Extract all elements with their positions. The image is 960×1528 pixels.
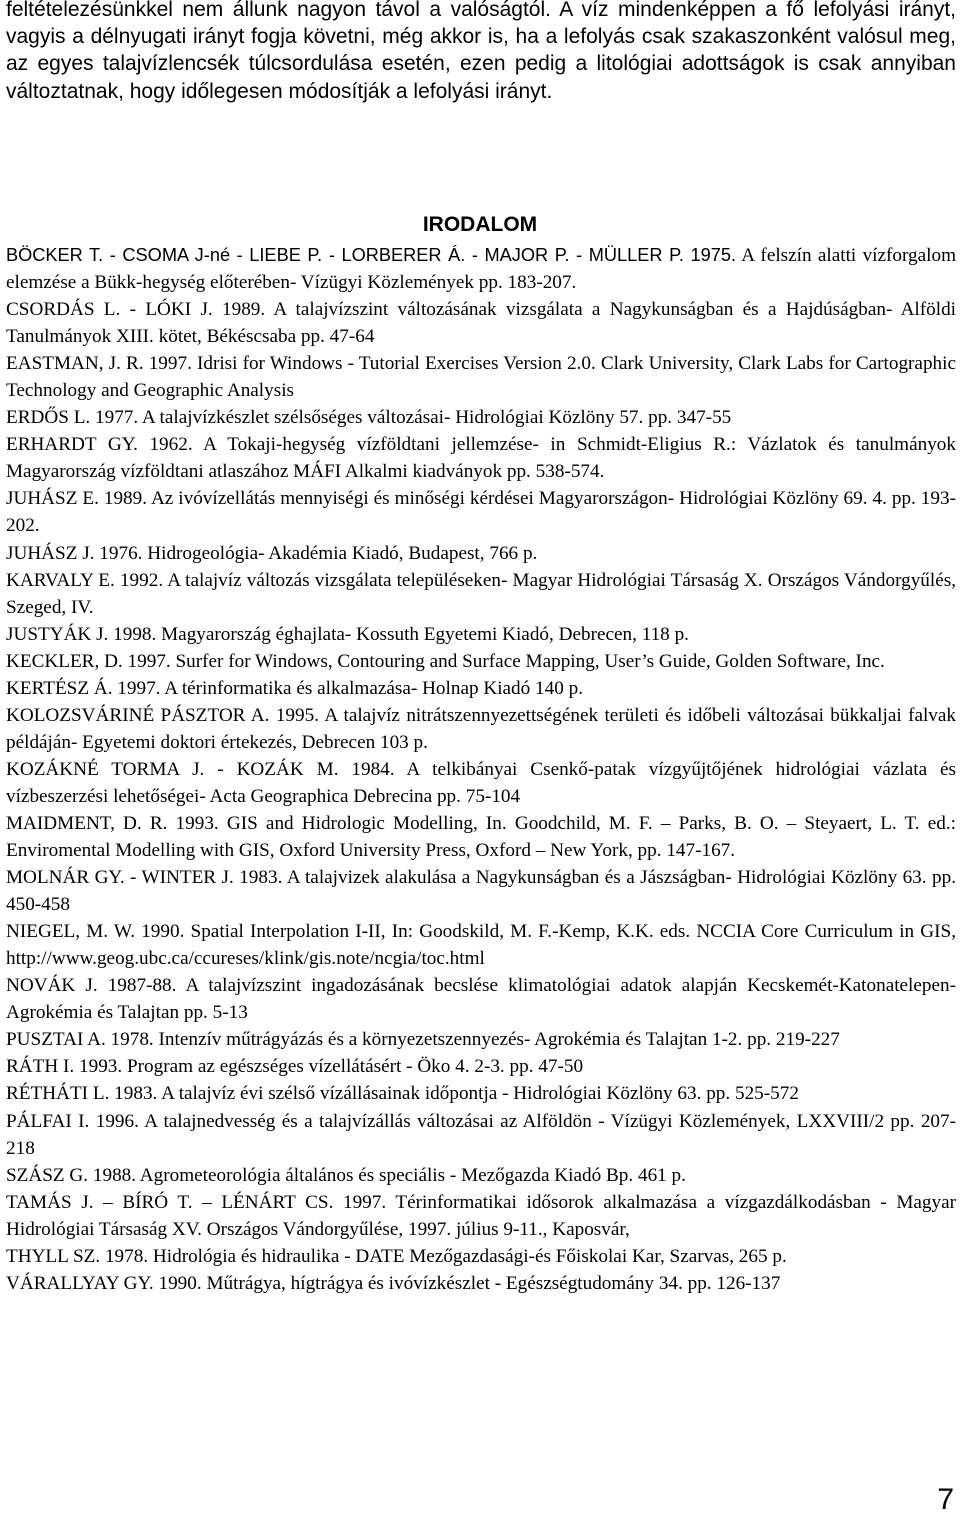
reference-item xyxy=(6,485,956,539)
reference-title: A talajvíz nitrátszennyezettségének területi és időbeli változásai bükkaljai falvak példáján- Egyetemi doktori értekezés, Debrecen 103 p. xyxy=(6,704,957,753)
reference-item xyxy=(6,404,956,431)
reference-title: Agrometeorológia általános és speciális - Mezőgazda Kiadó Bp. 461 p. xyxy=(136,1164,686,1186)
reference-authors: JUHÁSZ E. 1989. xyxy=(6,488,148,510)
reference-title: Térinformatikai idősorok alkalmazása a vízgazdálkodásban - Magyar Hidrológiai Társaság XV. Országos Vándorgyűlése, 1997. július 9-11., Kaposvár, xyxy=(6,1191,956,1240)
reference-authors: TAMÁS J. – BÍRÓ T. – LÉNÁRT CS. 1997. xyxy=(6,1191,387,1213)
reference-title: A talajvízszint változásának vizsgálata a Nagykunságban és a Hajdúságban- Alföldi Tanulmányok XIII. kötet, Békéscsaba pp. 47-64 xyxy=(6,299,956,348)
reference-item xyxy=(6,702,956,756)
reference-item xyxy=(6,756,956,810)
reference-authors: KOLOZSVÁRINÉ PÁSZTOR A. 1995. xyxy=(6,704,319,726)
reference-title: A felszín alatti vízforgalom elemzése a Bükk-hegység előterében- Vízügyi Közlemények pp. 183-207. xyxy=(6,245,956,294)
reference-authors: RÉTHÁTI L. 1983. xyxy=(6,1083,158,1105)
reference-authors: KERTÉSZ Á. 1997. xyxy=(6,677,161,699)
reference-item xyxy=(6,1189,956,1243)
reference-title: A talajvízkészlet szélsőséges változásai- Hidrológiai Közlöny 57. pp. 347-55 xyxy=(138,407,732,429)
reference-item xyxy=(6,864,956,918)
reference-title: A talajnedvesség és a talajvízállás változásai az Alföldön - Vízügyi Közlemények, LXXVIII/2 pp. 207-218 xyxy=(6,1110,956,1159)
reference-item xyxy=(6,1162,956,1189)
reference-authors: THYLL SZ. 1978. xyxy=(6,1245,149,1267)
reference-item xyxy=(6,1270,956,1297)
reference-authors: JUHÁSZ J. 1976. xyxy=(6,542,143,564)
reference-authors: NOVÁK J. 1987-88. xyxy=(6,975,177,997)
section-heading: IRODALOM xyxy=(422,213,538,236)
reference-title: A térinformatika és alkalmazása- Holnap Kiadó 140 p. xyxy=(160,677,584,699)
reference-item xyxy=(6,1053,956,1080)
reference-authors: ERDŐS L. 1977. xyxy=(6,407,139,429)
reference-item xyxy=(6,1026,956,1053)
reference-title: Program az egészséges vízellátásért - Öko 4. 2-3. pp. 47-50 xyxy=(122,1056,584,1078)
reference-item xyxy=(6,675,956,702)
reference-authors: KECKLER, D. 1997. xyxy=(6,650,171,672)
reference-item xyxy=(6,621,956,648)
reference-title: Idrisi for Windows - Tutorial Exercises Version 2.0. Clark University, Clark Labs for Cartographic Technology and Geographic Analysis xyxy=(6,353,956,402)
intro-paragraph: feltételezésünkkel nem állunk nagyon távol a valóságtól. A víz mindenképpen a fő lefolyási irányt, vagyis a délnyugati irányt fogja követni, még akkor is, ha a lefolyás csak szakaszonként valósul meg, az egyes talajvízlencsék túlcsordulása esetén, ezen pedig a litológiai adottságok is csak annyiban változtatnak, hogy időlegesen módosítják a lefolyási irányt. xyxy=(6,0,956,103)
reference-item xyxy=(6,242,956,296)
page-number: 7 xyxy=(937,1483,954,1516)
reference-title: Surfer for Windows, Contouring and Surface Mapping, User’s Guide, Golden Software, Inc. xyxy=(170,650,885,672)
reference-title: Hidrológia és hidraulika - DATE Mezőgazdasági-és Főiskolai Kar, Szarvas, 265 p. xyxy=(148,1245,787,1267)
reference-authors: JUSTYÁK J. 1998. xyxy=(6,623,157,645)
reference-authors: PUSZTAI A. 1978. xyxy=(6,1029,154,1051)
reference-title: A talajvizek alakulása a Nagykunságban és a Jászságban- Hidrológiai Közlöny 63. pp. 450-458 xyxy=(6,867,956,916)
reference-authors: MAIDMENT, D. R. 1993. xyxy=(6,812,219,834)
reference-authors: CSORDÁS L. - LÓKI J. 1989. xyxy=(6,299,266,321)
reference-title: Intenzív műtrágyázás és a környezetszennyezés- Agrokémia és Talajtan 1-2. pp. 219-227 xyxy=(153,1029,840,1051)
reference-authors: KARVALY E. 1992. xyxy=(6,569,164,591)
reference-item xyxy=(6,296,956,350)
reference-item xyxy=(6,1080,956,1107)
reference-title: A talajvíz évi szélső vízállásainak időpontja - Hidrológiai Közlöny 63. pp. 525-572 xyxy=(157,1083,799,1105)
reference-title: A Tokaji-hegység vízföldtani jellemzése- in Schmidt-Eligius R.: Vázlatok és tanulmányok Magyarország vízföldtani atlaszához MÁFI Alkalmi kiadványok pp. 538-574. xyxy=(6,434,956,483)
reference-authors: MOLNÁR GY. - WINTER J. 1983. xyxy=(6,867,283,889)
reference-item xyxy=(6,431,956,485)
reference-item xyxy=(6,972,956,1026)
reference-title: A talajvízszint ingadozásának becslése klimatológiai adatok alapján Kecskemét-Katonatelepen- Agrokémia és Talajtan pp. 5-13 xyxy=(6,975,956,1024)
reference-title: Műtrágya, hígtrágya és ivóvízkészlet - Egészségtudomány 34. pp. 126-137 xyxy=(201,1272,781,1294)
reference-title: A telkibányai Csenkő-patak vízgyűjtőjének hidrológiai vázlata és vízbeszerzési lehetőségei- Acta Geographica Debrecina pp. 75-104 xyxy=(6,758,956,807)
reference-item xyxy=(6,350,956,404)
reference-authors: NIEGEL, M. W. 1990. xyxy=(6,921,185,943)
reference-title: Spatial Interpolation I-II, In: Goodskild, M. F.-Kemp, K.K. eds. NCCIA Core Curriculum in GIS, http://www.geog.ubc.ca/ccureses/klink/gis.note/ncgia/toc.html xyxy=(6,921,956,970)
reference-item xyxy=(6,1243,956,1270)
reference-authors: VÁRALLYAY GY. 1990. xyxy=(6,1272,202,1294)
reference-title: GIS and Hidrologic Modelling, In. Goodchild, M. F. – Parks, B. O. – Steyaert, L. T. ed.: Enviromental Modelling with GIS, Oxford University Press, Oxford – New York, pp. 147-167. xyxy=(6,812,956,862)
reference-item xyxy=(6,648,956,675)
reference-title: A talajvíz változás vizsgálata településeken- Magyar Hidrológiai Társaság X. Országos Vándorgyűlés, Szeged, IV. xyxy=(6,569,957,618)
reference-title: Hidrogeológia- Akadémia Kiadó, Budapest, 766 p. xyxy=(142,542,538,564)
reference-authors: SZÁSZ G. 1988. xyxy=(6,1164,137,1186)
reference-list xyxy=(6,242,956,1297)
reference-authors: KOZÁKNÉ TORMA J. - KOZÁK M. 1984. xyxy=(6,758,395,780)
reference-authors: EASTMAN, J. R. 1997. xyxy=(6,353,192,375)
reference-authors: ERHARDT GY. 1962. xyxy=(6,434,193,456)
reference-item xyxy=(6,540,956,567)
reference-item xyxy=(6,918,956,972)
reference-title: Az ivóvízellátás mennyiségi és minőségi kérdései Magyarországon- Hidrológiai Közlöny 69. 4. pp. 193-202. xyxy=(6,488,956,537)
reference-authors: BÖCKER T. - CSOMA J-né - LIEBE P. - LORBERER Á. - MAJOR P. - MÜLLER P. 1975. xyxy=(6,245,737,265)
reference-authors: RÁTH I. 1993. xyxy=(6,1056,123,1078)
reference-item xyxy=(6,810,956,864)
reference-authors: PÁLFAI I. 1996. xyxy=(6,1110,139,1132)
reference-title: Magyarország éghajlata- Kossuth Egyetemi Kiadó, Debrecen, 118 p. xyxy=(156,623,689,645)
reference-item xyxy=(6,1108,956,1162)
reference-item xyxy=(6,567,956,621)
